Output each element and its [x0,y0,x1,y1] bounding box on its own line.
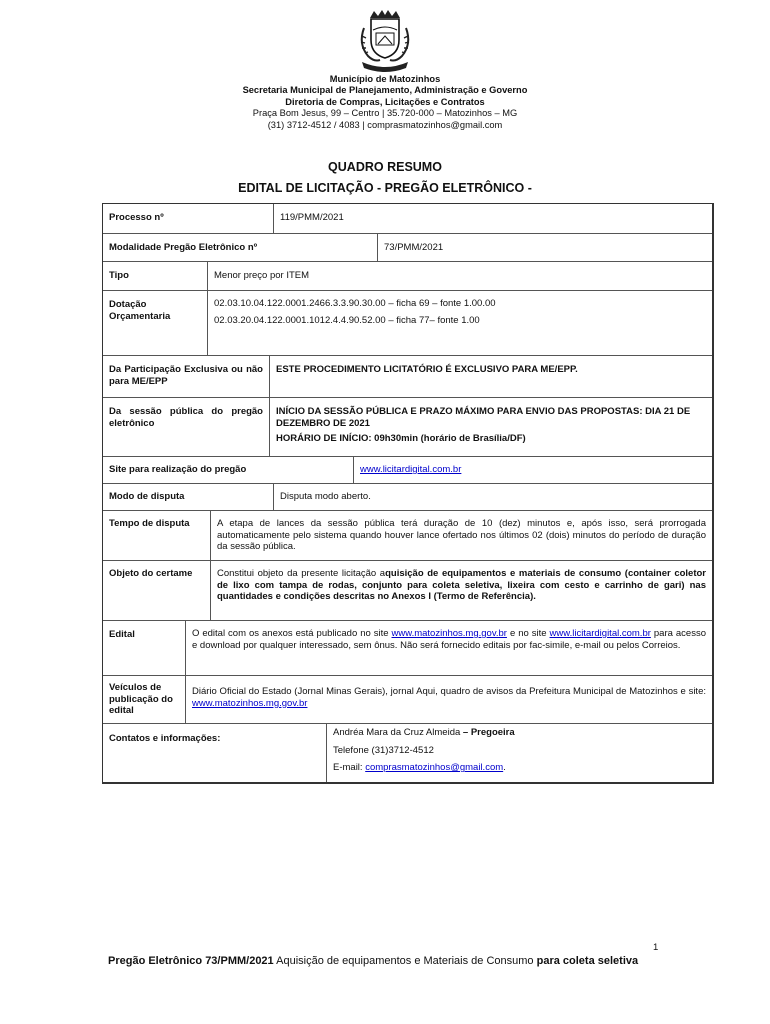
matozinhos-site-link[interactable]: www.matozinhos.mg.gov.br [391,628,507,639]
contato-email-prefix: E-mail: [333,762,366,774]
footer-process: Pregão Eletrônico 73/PMM/2021 [108,955,274,967]
contato-email-link[interactable]: comprasmatozinhos@gmail.com [365,762,504,774]
table-row [103,620,712,675]
modo-value: Disputa modo aberto. [273,484,712,510]
footer-tail: para coleta seletiva [536,955,639,967]
veiculos-text: Diário Oficial do Estado (Jornal Minas Gerais), jornal Aqui, quadro de avisos da Prefeitura Municipal de Matozinhos e site: [192,686,706,697]
page-number: 1 [653,942,659,953]
tipo-label: Tipo [109,270,129,281]
objeto-description: quisição de equipamentos e materiais de consumo (container coletor de lixo com tampa de rodas, conjunto para coleta seletiva, lixeira com cesto e carrinho de gari) nas quantidades e condições descritas no Anexos I (Termo de Referência). [217,568,706,603]
veiculos-label: Veículos de publicação do edital [109,682,173,717]
secretariat-name: Secretaria Municipal de Planejamento, Administração e Governo [242,85,528,96]
contato-phone: Telefone (31)3712-4512 [333,744,434,756]
table-row [103,675,712,723]
municipality-name: Município de Matozinhos [329,74,441,84]
edital-text-3: para acesso e download por qualquer interessado, sem ônus. Não será fornecido editais por fac-simile, e-mail ou pelos Correios. [192,628,706,651]
tempo-label: Tempo de disputa [109,518,190,529]
contatos-label: Contatos e informações: [109,733,221,744]
summary-table [102,203,714,784]
veiculos-site-link[interactable]: www.matozinhos.mg.gov.br [192,697,308,709]
processo-label: Processo nº [109,212,164,223]
dotacao-line-1: 02.03.10.04.122.0001.2466.3.3.90.30.00 – ficha 69 – fonte 1.00.00 [214,298,496,309]
dotacao-cell [207,291,712,355]
document-title: QUADRO RESUMO [328,160,442,174]
edital-label: Edital [109,629,135,640]
table-row [103,355,712,397]
site-label: Site para realização do pregão [109,464,247,475]
site-cell [353,457,712,483]
objeto-prefix: Constitui objeto da presente licitação a [217,568,386,579]
table-row [103,483,712,510]
contato-name: Andréa Mara da Cruz Almeida [333,727,461,738]
modo-label: Modo de disputa [109,491,185,502]
letterhead [0,74,770,131]
tempo-value: A etapa de lances da sessão pública terá duração de 10 (dez) minutos e, após isso, será prorrogada automaticamente pelo sistema quando houver lance ofertado nos últimos 02 (dois) minutos do período de duração da sessão pública. [210,511,712,560]
licitardigital-site-link[interactable]: www.licitardigital.com.br [549,628,651,639]
table-row [103,560,712,620]
table-row [103,510,712,560]
table-row [103,261,712,290]
directorate-name: Diretoria de Compras, Licitações e Contratos [285,96,485,107]
edital-cell [185,621,712,675]
sessao-label: Da sessão pública do pregão eletrônico [109,406,263,429]
sessao-line-1: INÍCIO DA SESSÃO PÚBLICA E PRAZO MÁXIMO PARA ENVIO DAS PROPOSTAS: DIA 21 DE DEZEMBRO DE 2021 [276,406,691,429]
sessao-cell [269,398,712,456]
table-row [103,723,712,782]
site-link[interactable]: www.licitardigital.com.br [360,464,462,475]
edital-text-1: O edital com os anexos está publicado no site [192,628,392,639]
table-row [103,456,712,483]
footer-subject: Aquisição de equipamentos e Materiais de Consumo [273,955,537,967]
table-row [103,233,712,261]
document-subtitle: EDITAL DE LICITAÇÃO - PREGÃO ELETRÔNICO - [238,181,532,195]
address-line: Praça Bom Jesus, 99 – Centro | 35.720-000 – Matozinhos – MG [252,108,518,119]
dotacao-label: Dotação Orçamentaria [109,299,171,322]
participacao-label: Da Participação Exclusiva ou não para ME/EPP [109,364,263,387]
processo-value: 119/PMM/2021 [273,204,712,233]
sessao-line-2: HORÁRIO DE INÍCIO: 09h30min (horário de Brasília/DF) [276,433,526,445]
page-footer [108,955,668,968]
objeto-label: Objeto do certame [109,568,193,579]
contatos-cell [326,724,712,782]
coat-of-arms-emblem [356,8,414,74]
table-row [103,204,712,233]
modalidade-label: Modalidade Pregão Eletrônico nº [109,242,258,253]
contato-role: – Pregoeira [460,727,515,738]
edital-text-2: e no site [506,628,550,639]
objeto-cell [210,561,712,620]
contato-email-suffix: . [503,762,506,774]
contact-line: (31) 3712-4512 / 4083 | comprasmatozinhos@gmail.com [267,119,503,130]
table-row [103,290,712,355]
participacao-value: ESTE PROCEDIMENTO LICITATÓRIO É EXCLUSIVO PARA ME/EPP. [269,356,712,397]
dotacao-line-2: 02.03.20.04.122.0001.1012.4.4.90.52.00 – ficha 77– fonte 1.00 [214,314,480,326]
table-row [103,397,712,456]
tipo-value: Menor preço por ITEM [207,262,712,290]
modalidade-value: 73/PMM/2021 [377,234,712,261]
veiculos-cell [185,676,712,723]
